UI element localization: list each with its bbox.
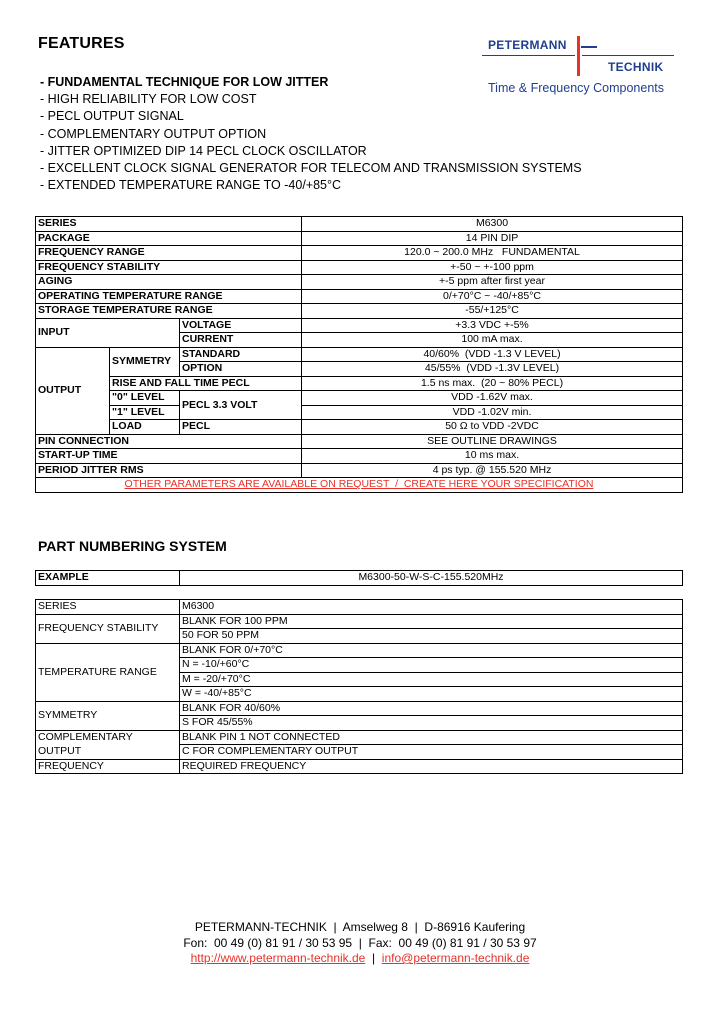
spec-sublabel: "1" LEVEL [110, 405, 180, 420]
spec-value: 50 Ω to VDD -2VDC [302, 420, 683, 435]
feature-item: - FUNDAMENTAL TECHNIQUE FOR LOW JITTER [40, 75, 329, 89]
spec-value: VDD -1.02V min. [302, 405, 683, 420]
pn-value: BLANK PIN 1 NOT CONNECTED [180, 730, 683, 745]
spec-label: PERIOD JITTER RMS [36, 463, 302, 478]
website-link[interactable]: http://www.petermann-technik.de [190, 951, 366, 965]
logo-name-left: PETERMANN [488, 38, 567, 52]
table-row [36, 376, 683, 391]
feature-item: - JITTER OPTIMIZED DIP 14 PECL CLOCK OSCILLATOR [40, 143, 367, 158]
spec-sublabel: STANDARD [180, 347, 302, 362]
company-logo [482, 36, 682, 98]
table-row [36, 391, 683, 406]
pn-value: N = -10/+60°C [180, 658, 683, 673]
spec-value: 120.0 ~ 200.0 MHz FUNDAMENTAL [302, 246, 683, 261]
spec-sublabel: VOLTAGE [180, 318, 302, 333]
spec-sublabel: CURRENT [180, 333, 302, 348]
table-row [36, 260, 683, 275]
spec-value: -55/+125°C [302, 304, 683, 319]
pn-value: M6300 [180, 600, 683, 615]
table-row [36, 420, 683, 435]
logo-line-left [482, 55, 575, 56]
spec-value: 4 ps typ. @ 155.520 MHz [302, 463, 683, 478]
table-row [36, 643, 683, 658]
spec-value: 100 mA max. [302, 333, 683, 348]
table-row [36, 478, 683, 493]
table-row [36, 304, 683, 319]
example-table [35, 570, 683, 586]
logo-name-right: TECHNIK [608, 60, 664, 74]
example-value: M6300-50-W-S-C-155.520MHz [180, 571, 683, 586]
spec-value: M6300 [302, 217, 683, 232]
spec-label: AGING [36, 275, 302, 290]
table-row [36, 571, 683, 586]
pn-label: FREQUENCY STABILITY [36, 614, 180, 643]
spec-value: SEE OUTLINE DRAWINGS [302, 434, 683, 449]
pn-label: SERIES [36, 600, 180, 615]
spec-label: OUTPUT [36, 347, 110, 434]
footer-links [0, 951, 720, 967]
spec-sublabel: "0" LEVEL [110, 391, 180, 406]
part-number-table [35, 599, 683, 774]
table-row [36, 289, 683, 304]
logo-tagline: Time & Frequency Components [488, 81, 665, 95]
pn-value: BLANK FOR 40/60% [180, 701, 683, 716]
table-row [36, 449, 683, 464]
spec-value: 40/60% (VDD -1.3 V LEVEL) [302, 347, 683, 362]
footer-phone: Fon: 00 49 (0) 81 91 / 30 53 95 | Fax: 00 49 (0) 81 91 / 30 53 97 [183, 935, 537, 950]
spec-sublabel: OPTION [180, 362, 302, 377]
logo-accent [581, 46, 597, 48]
spec-sublabel: RISE AND FALL TIME PECL [110, 376, 302, 391]
table-row [36, 463, 683, 478]
pn-label: TEMPERATURE RANGE [36, 643, 180, 701]
feature-item: - EXTENDED TEMPERATURE RANGE TO -40/+85°C [40, 178, 342, 193]
spec-table [35, 216, 683, 493]
logo-line-right [582, 55, 674, 56]
spec-value: 14 PIN DIP [302, 231, 683, 246]
table-row [36, 701, 683, 716]
spec-label: PACKAGE [36, 231, 302, 246]
logo-red-bar [577, 36, 580, 76]
spec-label: INPUT [36, 318, 180, 347]
feature-item: - HIGH RELIABILITY FOR LOW COST [40, 92, 257, 107]
pn-value: C FOR COMPLEMENTARY OUTPUT [180, 745, 683, 760]
pn-value: S FOR 45/55% [180, 716, 683, 731]
table-row [36, 217, 683, 232]
spec-label: SERIES [36, 217, 302, 232]
footer-separator: | [365, 951, 382, 965]
pn-value: W = -40/+85°C [180, 687, 683, 702]
request-spec-link[interactable]: OTHER PARAMETERS ARE AVAILABLE ON REQUEST / CREATE HERE YOUR SPECIFICATION [124, 478, 594, 491]
pn-label: FREQUENCY [36, 759, 180, 774]
spec-value: 0/+70°C ~ -40/+85°C [302, 289, 683, 304]
pn-label: SYMMETRY [36, 701, 180, 730]
email-link[interactable]: info@petermann-technik.de [381, 951, 530, 965]
table-row [36, 730, 683, 745]
example-label: EXAMPLE [36, 571, 180, 586]
table-row [36, 745, 683, 760]
spec-sublabel: PECL 3.3 VOLT [180, 391, 302, 420]
spec-label: PIN CONNECTION [36, 434, 302, 449]
spec-value: +-5 ppm after first year [302, 275, 683, 290]
table-row [36, 434, 683, 449]
pn-label: COMPLEMENTARY [36, 730, 180, 745]
spec-sublabel: PECL [180, 420, 302, 435]
spec-value: 1.5 ns max. (20 ~ 80% PECL) [302, 376, 683, 391]
spec-value: VDD -1.62V max. [302, 391, 683, 406]
spec-value: +-50 ~ +-100 ppm [302, 260, 683, 275]
footer-address: PETERMANN-TECHNIK | Amselweg 8 | D-86916 Kaufering [194, 920, 526, 934]
table-row [36, 231, 683, 246]
feature-item: - COMPLEMENTARY OUTPUT OPTION [40, 126, 267, 141]
pn-value: 50 FOR 50 PPM [180, 629, 683, 644]
table-row [36, 275, 683, 290]
table-row [36, 600, 683, 615]
feature-item: - EXCELLENT CLOCK SIGNAL GENERATOR FOR TELECOM AND TRANSMISSION SYSTEMS [40, 161, 582, 176]
spec-label: STORAGE TEMPERATURE RANGE [36, 304, 302, 319]
pn-value: M = -20/+70°C [180, 672, 683, 687]
spec-value: 10 ms max. [302, 449, 683, 464]
table-row [36, 405, 683, 420]
table-row [36, 759, 683, 774]
spec-label: FREQUENCY STABILITY [36, 260, 302, 275]
spec-label: START-UP TIME [36, 449, 302, 464]
pn-value: BLANK FOR 100 PPM [180, 614, 683, 629]
feature-item: - PECL OUTPUT SIGNAL [40, 109, 184, 124]
spec-label: FREQUENCY RANGE [36, 246, 302, 261]
footer [0, 920, 720, 967]
spec-sublabel: LOAD [110, 420, 180, 435]
table-row [36, 246, 683, 261]
table-row [36, 318, 683, 333]
spec-note [36, 478, 683, 493]
part-numbering-title: PART NUMBERING SYSTEM [38, 538, 227, 554]
spec-value: +3.3 VDC +-5% [302, 318, 683, 333]
table-row [36, 614, 683, 629]
pn-value: REQUIRED FREQUENCY [180, 759, 683, 774]
spec-value: 45/55% (VDD -1.3V LEVEL) [302, 362, 683, 377]
features-title: FEATURES [38, 35, 125, 52]
table-row [36, 347, 683, 362]
spec-label: OPERATING TEMPERATURE RANGE [36, 289, 302, 304]
spec-sublabel: SYMMETRY [110, 347, 180, 376]
pn-label: OUTPUT [36, 745, 180, 760]
pn-value: BLANK FOR 0/+70°C [180, 643, 683, 658]
